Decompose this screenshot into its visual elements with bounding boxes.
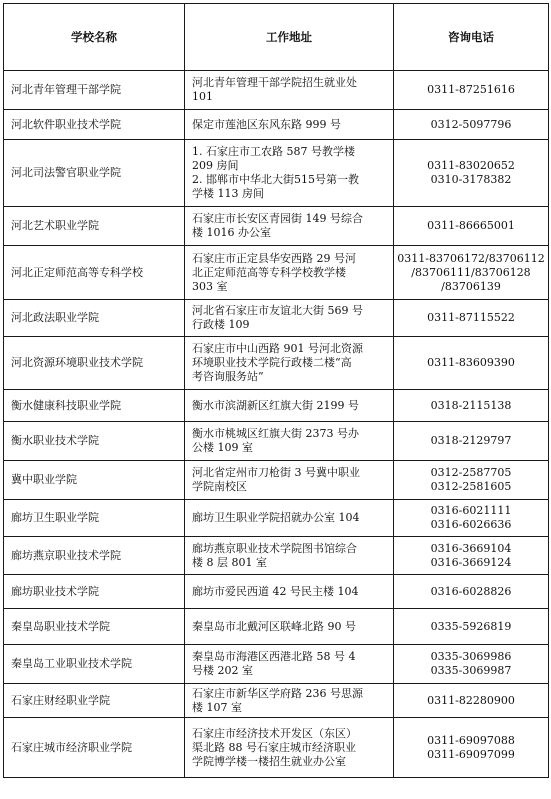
work-address-cell: 秦皇岛市北戴河区联峰北路 90 号 — [185, 609, 394, 645]
table-row — [4, 645, 549, 684]
consult-phone-cell: 0311-83706172/83706112 /83706111/83706128 /83706139 — [394, 246, 549, 300]
consult-phone-cell: 0312-2587705 0312-2581605 — [394, 461, 549, 500]
consult-phone-cell: 0311-82280900 — [394, 684, 549, 718]
table-row — [4, 422, 549, 461]
school-name-cell: 河北软件职业技术学院 — [4, 110, 185, 140]
table-row — [4, 110, 549, 140]
table-row — [4, 71, 549, 110]
table-row — [4, 718, 549, 778]
school-name-cell: 衡水健康科技职业学院 — [4, 390, 185, 422]
header-work-address: 工作地址 — [185, 4, 394, 71]
table-row — [4, 390, 549, 422]
work-address-cell: 保定市莲池区东风东路 999 号 — [185, 110, 394, 140]
work-address-cell: 1. 石家庄市工农路 587 号教学楼 209 房间 2. 邯郸市中华北大街515号第一教 学楼 113 房间 — [185, 140, 394, 207]
school-name-cell: 河北艺术职业学院 — [4, 207, 185, 246]
school-name-cell: 石家庄财经职业学院 — [4, 684, 185, 718]
table-row — [4, 537, 549, 575]
consult-phone-cell: 0311-87115522 — [394, 300, 549, 337]
header-consult-phone: 咨询电话 — [394, 4, 549, 71]
work-address-cell: 石家庄市中山西路 901 号河北资源 环境职业技术学院行政楼二楼“高 考咨询服务站” — [185, 337, 394, 390]
consult-phone-cell: 0316-6021111 0316-6026636 — [394, 500, 549, 537]
work-address-cell: 石家庄市长安区青园街 149 号综合 楼 1016 办公室 — [185, 207, 394, 246]
work-address-cell: 廊坊燕京职业技术学院图书馆综合 楼 8 层 801 室 — [185, 537, 394, 575]
table-row — [4, 461, 549, 500]
table-row — [4, 207, 549, 246]
consult-phone-cell: 0311-86665001 — [394, 207, 549, 246]
contact-table — [3, 3, 549, 778]
work-address-cell: 秦皇岛市海港区西港北路 58 号 4 号楼 202 室 — [185, 645, 394, 684]
consult-phone-cell: 0335-3069986 0335-3069987 — [394, 645, 549, 684]
work-address-cell: 河北省石家庄市友谊北大街 569 号 行政楼 109 — [185, 300, 394, 337]
consult-phone-cell: 0311-69097088 0311-69097099 — [394, 718, 549, 778]
school-name-cell: 衡水职业技术学院 — [4, 422, 185, 461]
school-name-cell: 廊坊燕京职业技术学院 — [4, 537, 185, 575]
work-address-cell: 河北省定州市刀枪街 3 号冀中职业 学院南校区 — [185, 461, 394, 500]
consult-phone-cell: 0318-2115138 — [394, 390, 549, 422]
table-row — [4, 609, 549, 645]
table-row — [4, 140, 549, 207]
school-name-cell: 河北政法职业学院 — [4, 300, 185, 337]
table-header-row — [4, 4, 549, 71]
table-row — [4, 684, 549, 718]
consult-phone-cell: 0312-5097796 — [394, 110, 549, 140]
table-row — [4, 337, 549, 390]
consult-phone-cell: 0311-87251616 — [394, 71, 549, 110]
school-name-cell: 河北正定师范高等专科学校 — [4, 246, 185, 300]
work-address-cell: 廊坊市爱民西道 42 号民主楼 104 — [185, 575, 394, 609]
work-address-cell: 石家庄市经济技术开发区（东区） 渠北路 88 号石家庄城市经济职业 学院博学楼一楼招生就业办公室 — [185, 718, 394, 778]
table-row — [4, 246, 549, 300]
table-row — [4, 575, 549, 609]
consult-phone-cell: 0311-83609390 — [394, 337, 549, 390]
header-school-name: 学校名称 — [4, 4, 185, 71]
consult-phone-cell: 0311-83020652 0310-3178382 — [394, 140, 549, 207]
work-address-cell: 石家庄市新华区学府路 236 号思源 楼 107 室 — [185, 684, 394, 718]
school-name-cell: 秦皇岛工业职业技术学院 — [4, 645, 185, 684]
school-name-cell: 河北司法警官职业学院 — [4, 140, 185, 207]
school-name-cell: 秦皇岛职业技术学院 — [4, 609, 185, 645]
consult-phone-cell: 0335-5926819 — [394, 609, 549, 645]
school-name-cell: 石家庄城市经济职业学院 — [4, 718, 185, 778]
work-address-cell: 廊坊卫生职业学院招就办公室 104 — [185, 500, 394, 537]
table-row — [4, 300, 549, 337]
school-name-cell: 河北资源环境职业技术学院 — [4, 337, 185, 390]
school-name-cell: 廊坊卫生职业学院 — [4, 500, 185, 537]
school-name-cell: 冀中职业学院 — [4, 461, 185, 500]
table-row — [4, 500, 549, 537]
work-address-cell: 衡水市桃城区红旗大街 2373 号办 公楼 109 室 — [185, 422, 394, 461]
consult-phone-cell: 0318-2129797 — [394, 422, 549, 461]
work-address-cell: 河北青年管理干部学院招生就业处 101 — [185, 71, 394, 110]
school-name-cell: 河北青年管理干部学院 — [4, 71, 185, 110]
consult-phone-cell: 0316-6028826 — [394, 575, 549, 609]
work-address-cell: 石家庄市正定县华安西路 29 号河 北正定师范高等专科学校教学楼 303 室 — [185, 246, 394, 300]
school-name-cell: 廊坊职业技术学院 — [4, 575, 185, 609]
consult-phone-cell: 0316-3669104 0316-3669124 — [394, 537, 549, 575]
work-address-cell: 衡水市滨湖新区红旗大街 2199 号 — [185, 390, 394, 422]
table-body — [4, 71, 549, 778]
